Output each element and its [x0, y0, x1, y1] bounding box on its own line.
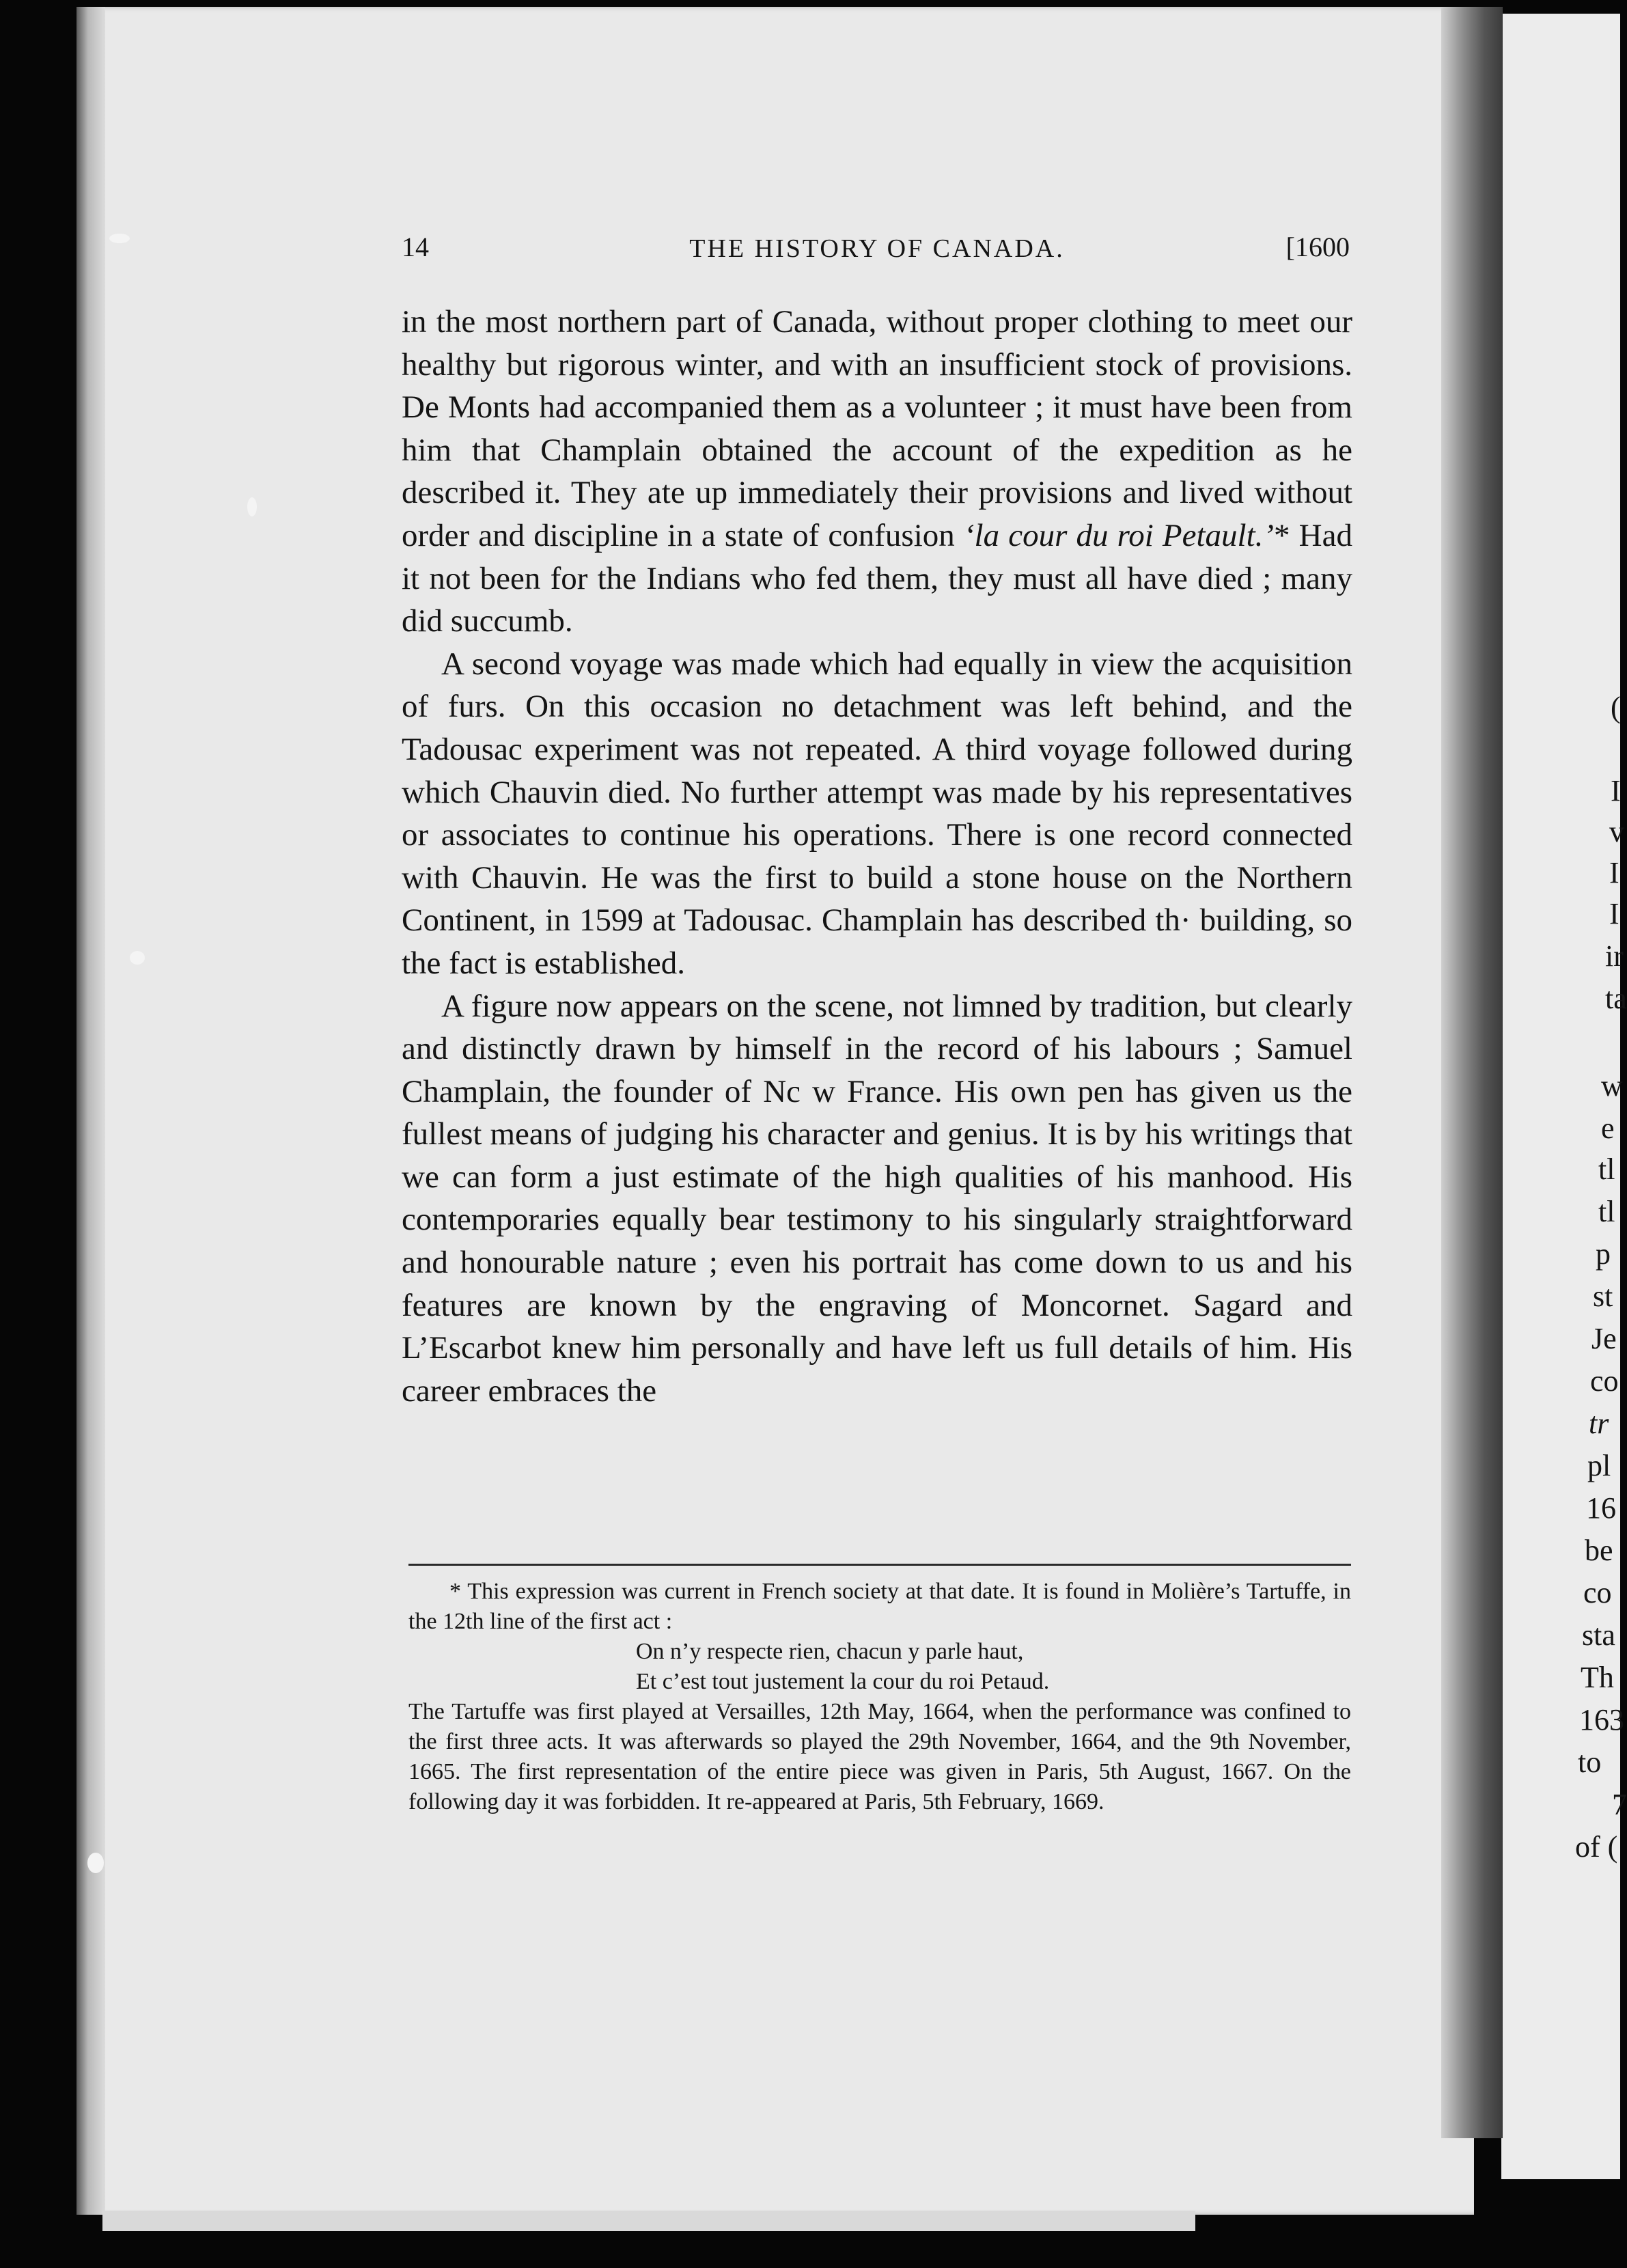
right-fragment: p	[1596, 1237, 1611, 1271]
right-fragment: e	[1601, 1111, 1615, 1145]
right-fragment: tr	[1589, 1407, 1609, 1440]
right-fragment: co	[1583, 1576, 1612, 1609]
page-binding-edge	[77, 7, 105, 2215]
footnote-verse-line-1: On n’y respecte rien, chacun y parle haut,	[636, 1639, 1024, 1664]
footnote-rule	[408, 1564, 1351, 1566]
right-fragment: 16	[1586, 1491, 1616, 1525]
book-gutter-shadow	[1441, 7, 1503, 2138]
right-fragment: be	[1585, 1534, 1613, 1567]
paragraph-1-italic-quote: ‘la cour du roi Petault.’	[963, 517, 1275, 553]
right-fragment: pl	[1587, 1449, 1611, 1482]
right-fragment: 163	[1579, 1703, 1624, 1737]
header-year: [1600	[1285, 232, 1350, 262]
right-fragment: (	[1611, 691, 1621, 724]
footnote-history: The Tartuffe was first played at Versailles, 12th May, 1664, when the performance was confined to the first three acts. It was afterwards so played the 29th November, 1664, and the 9th November, 1665. The first representation of the entire piece was given in Paris, 5th August, 1667. On the following day it was forbidden. It re-appeared at Paris, 5th February, 1669.	[408, 1699, 1351, 1814]
footnote	[408, 1577, 1351, 1817]
footnote-verse-line-2: Et c’est tout justement la cour du roi Petaud.	[636, 1669, 1050, 1694]
running-header	[402, 231, 1352, 272]
body-text	[402, 301, 1352, 1412]
right-fragment: ta	[1605, 982, 1627, 1015]
right-fragment: tl	[1598, 1195, 1615, 1228]
right-fragment: w	[1601, 1069, 1623, 1103]
page-bottom-edge	[102, 2211, 1195, 2231]
right-fragment: v	[1609, 815, 1624, 848]
scan-speck	[130, 951, 145, 965]
right-fragment: 7	[1612, 1788, 1627, 1821]
right-fragment: I	[1609, 897, 1619, 930]
right-fragment: co	[1590, 1364, 1619, 1398]
running-title: THE HISTORY OF CANADA.	[689, 234, 1065, 263]
right-fragment: st	[1593, 1280, 1613, 1313]
right-fragment: sta	[1582, 1618, 1615, 1652]
paragraph-1	[402, 301, 1352, 643]
right-fragment: of (	[1575, 1830, 1618, 1864]
scan-speck	[109, 234, 130, 243]
right-fragment: Je	[1591, 1322, 1617, 1355]
scan-speck	[247, 497, 257, 516]
right-fragment: tl	[1598, 1152, 1615, 1186]
right-fragment: I	[1611, 774, 1621, 807]
paragraph-3: A figure now appears on the scene, not limned by tradition, but clearly and distinctly drawn by himself in the record of his labours ; Samuel Champlain, the founder of Nc w France. His own pen has given us the fullest means of judging his character and genius. It is by his writings that we can form a just estimate of the high qualities of his manhood. His contemporaries equally bear testimony to his singularly straightforward and honourable nature ; even his portrait has come down to us and his features are known by the engraving of Moncornet. Sagard and L’Escarbot knew him personally and have left us full details of him. His career embraces the	[402, 988, 1352, 1409]
right-fragment: Th	[1581, 1661, 1614, 1694]
page-number: 14	[402, 232, 429, 262]
paragraph-1-tail: * Had it not been for the Indians who fed them, they must all have died ; many did succumb.	[402, 517, 1352, 639]
paragraph-2: A second voyage was made which had equally in view the acquisition of furs. On this occasion no detachment was left behind, and the Tadousac experiment was not repeated. A third voyage followed during which Chauvin died. No further attempt was made by his representatives or associates to continue his operations. There is one record connected with Chauvin. He was the first to build a stone house on the Northern Continent, in 1599 at Tadousac. Champlain has described th· building, so the fact is established.	[402, 646, 1352, 981]
scan-speck	[87, 1853, 104, 1873]
right-fragment: I	[1609, 856, 1619, 889]
right-fragment: to	[1578, 1745, 1602, 1779]
right-fragment: ir	[1605, 939, 1624, 973]
paragraph-1-text: in the most northern part of Canada, without proper clothing to meet our healthy but rigorous winter, and with an insufficient stock of provisions. De Monts had accompanied them as a volunteer ; it must have been from him that Champlain obtained the account of the expedition as he described it. They ate up immediately their provisions and lived without order and discipline in a state of confusion	[402, 304, 1352, 553]
footnote-intro: * This expression was current in French society at that date. It is found in Molière’s Tartuffe, in the 12th line of the first act :	[408, 1579, 1351, 1634]
